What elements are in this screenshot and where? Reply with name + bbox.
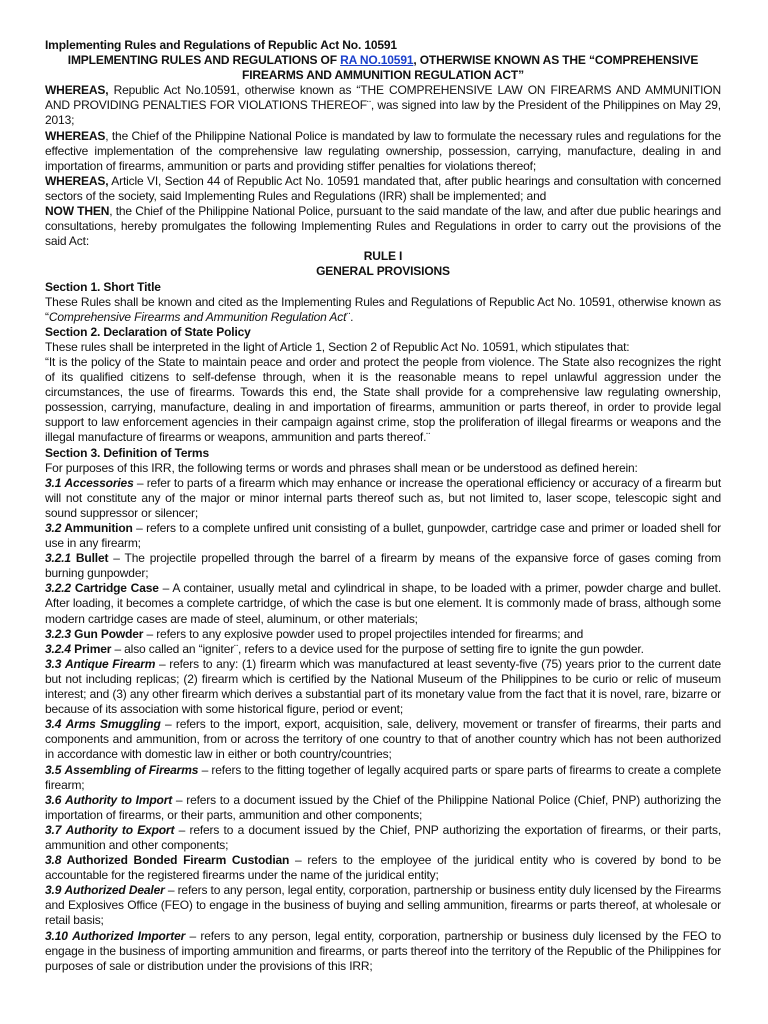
main-title-prefix: IMPLEMENTING RULES AND REGULATIONS OF [67, 53, 341, 68]
definition-number: 3.9 [45, 883, 62, 898]
definition-item [45, 717, 721, 762]
definition-text: – refers to the import, export, acquisition, sale, delivery, movement or transfer of firearms, their parts and components and ammunition, from or across the territory of one country to that of another country which has not been authorized in accordance with domestic law in either or both country/countries; [45, 717, 721, 762]
now-then-lead: NOW THEN [45, 204, 110, 219]
definition-term-label: Ammunition [64, 521, 133, 535]
section-2-intro: These rules shall be interpreted in the light of Article 1, Section 2 of Republic Act No. 10591, which stipulates that: [45, 339, 630, 354]
whereas-paragraph: WHEREAS, the Chief of the Philippine National Police is mandated by law to formulate the necessary rules and regulations for the effective implementation of the comprehensive law regulating ownership, possession, carrying, manufacture, dealing in and importation of firearms, ammunition or parts and providing stiffer penalties for violations thereof; [45, 128, 721, 173]
definition-term-label: Authorized Dealer [64, 883, 165, 898]
definition-item [45, 883, 721, 928]
definition-number: 3.4 [45, 717, 62, 732]
definition-term [45, 657, 155, 671]
main-title-suffix: , OTHERWISE KNOWN AS THE “COMPREHENSIVE FIREARMS AND AMMUNITION REGULATION ACT” [242, 53, 699, 83]
definition-item [45, 627, 721, 642]
definition-term [45, 627, 143, 641]
definition-item [45, 763, 721, 793]
definition-term [45, 853, 289, 867]
definition-number: 3.2.3 [45, 626, 71, 641]
section-1-text: These Rules shall be known and cited as the Implementing Rules and Regulations of Republic Act No. 10591, otherwise known as “Comprehensive Firearms and Ammunition Regulation Act¨. [45, 294, 721, 324]
definition-number: 3.10 [45, 928, 68, 943]
definitions-list [45, 476, 721, 974]
section-3-intro: For purposes of this IRR, the following terms or words and phrases shall mean or be understood as defined herein: [45, 460, 638, 475]
definition-text: – refers to the fitting together of legally acquired parts or spare parts of firearms to create a complete firearm; [45, 762, 722, 792]
definition-term-label: Primer [74, 641, 112, 656]
now-then-paragraph: NOW THEN, the Chief of the Philippine National Police, pursuant to the said mandate of the law, and after due public hearings and consultations, hereby promulgates the following Implementing Rules and Regulations in order to carry out the provisions of the said Act: [45, 204, 721, 249]
definition-number: 3.3 [45, 656, 62, 671]
definition-text: – refers to any: (1) firearm which was manufactured at least seventy-five (75) years prior to the current date but not including replicas; (2) firearm which is certified by the National Museum of the Philippines to be curio or relic of museum interest; and (3) any other firearm which derives a substantial part of its monetary value from the fact that it is novel, rare, bizarre or because of its association with some historical figure, period or event; [45, 656, 721, 717]
definition-item [45, 551, 721, 581]
section-3-heading: Section 3. Definition of Terms [45, 445, 209, 460]
definition-term-label: Authorized Importer [72, 928, 186, 943]
definition-text: – refers to any person, legal entity, corporation, partnership or business duly licensed by the FEO to engage in the business of importing ammunition and firearms, or parts thereof into the territory of the Republic of the Philippines for purposes of sale or distribution under the provisions of this IRR; [45, 928, 721, 973]
definition-term-label: Antique Firearm [64, 656, 156, 671]
definition-item [45, 642, 721, 657]
document-title: Implementing Rules and Regulations of Republic Act No. 10591 [45, 38, 397, 52]
definition-number: 3.7 [45, 822, 62, 837]
definition-text: – The projectile propelled through the barrel of a firearm by means of the expansive force of gases coming from burning gunpowder; [45, 551, 721, 581]
definition-term [45, 929, 185, 943]
definition-number: 3.6 [45, 792, 62, 807]
definition-term-label: Arms Smuggling [65, 717, 161, 732]
definition-item [45, 793, 721, 823]
definition-number: 3.2 [45, 521, 62, 535]
definition-item [45, 853, 721, 883]
whereas-lead: WHEREAS, [45, 83, 109, 98]
definition-item [45, 929, 721, 974]
definition-term-label: Authority to Export [65, 822, 175, 837]
definition-item [45, 521, 721, 551]
definition-item [45, 823, 721, 853]
definition-number: 3.8 [45, 853, 62, 868]
definition-term [45, 642, 111, 656]
whereas-paragraph: WHEREAS, Article VI, Section 44 of Republic Act No. 10591 mandated that, after public hearings and consultation with concerned sectors of the society, said Implementing Rules and Regulations (IRR) shall be implemented; and [45, 173, 721, 203]
definition-text: – refers to any explosive powder used to propel projectiles intended for firearms; and [143, 626, 584, 641]
definition-number: 3.5 [45, 762, 62, 777]
definition-term-label: Assembling of Firearms [64, 762, 199, 777]
main-title [45, 53, 721, 83]
definition-term [45, 521, 133, 535]
definition-item [45, 581, 721, 626]
definition-text: – refer to parts of a firearm which may enhance or increase the operational efficiency or accuracy of a firearm but will not constitute any of the major or minor internal parts thereof such as, but not limited to, laser scope, telescopic sight and sound suppressor or silencer; [45, 475, 722, 520]
definition-term-label: Cartridge Case [74, 581, 159, 596]
definition-term [45, 883, 165, 897]
definition-text: – also called an “igniter¨, refers to a device used for the purpose of setting fire to ignite the gun powder. [111, 641, 644, 656]
definition-term-label: Accessories [64, 475, 134, 490]
definition-term-label: Gun Powder [74, 626, 144, 641]
rule-number: RULE I [363, 249, 403, 264]
rule-title: GENERAL PROVISIONS [316, 264, 450, 279]
section-1-heading: Section 1. Short Title [45, 279, 161, 294]
definition-number: 3.1 [45, 475, 62, 490]
definition-text: – refers to any person, legal entity, corporation, partnership or business entity duly licensed by the Firearms and Explosives Office (FEO) to engage in the business of buying and selling ammunition, firearms or parts thereof, at wholesale or retail basis; [45, 883, 722, 928]
definition-term [45, 717, 161, 731]
definition-number: 3.2.1 [45, 551, 71, 566]
definition-text: – refers to a document issued by the Chief of the Philippine National Police (Chief, PNP) authorizing the importation of firearms, or their parts, ammunition and other components; [45, 792, 721, 822]
definition-term [45, 793, 172, 807]
ra-10591-link[interactable]: RA NO.10591 [340, 53, 414, 68]
whereas-paragraph: WHEREAS, Republic Act No.10591, otherwise known as “THE COMPREHENSIVE LAW ON FIREARMS AND AMMUNITION AND PROVIDING PENALTIES FOR VIOLATIONS THEREOF¨, was signed into law by the President of the Philippines on May 29, 2013; [45, 83, 721, 128]
definition-term-label: Authority to Import [65, 792, 173, 807]
definition-term [45, 823, 174, 837]
definition-term [45, 551, 108, 565]
whereas-lead: WHEREAS, [45, 173, 109, 188]
definition-text: – refers to a complete unfired unit consisting of a bullet, gunpowder, cartridge case and primer or loaded shell for use in any firearm; [45, 521, 721, 551]
section-2-quote: “It is the policy of the State to maintain peace and order and protect the people from violence. The State also recognizes the right of its qualified citizens to self-defense through, when it is the reasonable means to repel unlawful aggression under the circumstances, the use of firearms. Towards this end, the State shall provide for a comprehensive law regulating ownership, possession, carrying, manufacture, dealing in and importation of firearms, ammunition or parts thereof, in order to provide legal support to law enforcement agencies in their campaign against crime, stop the proliferation of illegal firearms or weapons and the illegal manufacture of firearms or weapons, ammunition and parts thereof.¨ [45, 354, 721, 445]
definition-item [45, 657, 721, 717]
document-page [45, 38, 721, 974]
definition-term [45, 581, 159, 595]
definition-text: – refers to the employee of the juridical entity who is covered by bond to be accountable for the registered firearms under the name of the juridical entity; [45, 853, 721, 883]
definition-term [45, 476, 134, 490]
definition-term-label: Bullet [75, 551, 109, 566]
definition-term [45, 763, 198, 777]
definition-number: 3.2.2 [45, 581, 71, 596]
section-2-heading: Section 2. Declaration of State Policy [45, 324, 251, 339]
definition-item [45, 476, 721, 521]
definition-text: – A container, usually metal and cylindrical in shape, to be loaded with a primer, powder charge and bullet. After loading, it becomes a complete cartridge, of which the case is but one element. It is commonly made of brass, although some modern cartridge cases are made of steel, aluminum, or other materials; [45, 581, 722, 626]
whereas-lead: WHEREAS [45, 128, 106, 143]
definition-text: – refers to a document issued by the Chief, PNP authorizing the exportation of firearms, or their parts, ammunition and other components; [45, 822, 721, 852]
definition-number: 3.2.4 [45, 641, 71, 656]
definition-term-label: Authorized Bonded Firearm Custodian [66, 853, 290, 868]
